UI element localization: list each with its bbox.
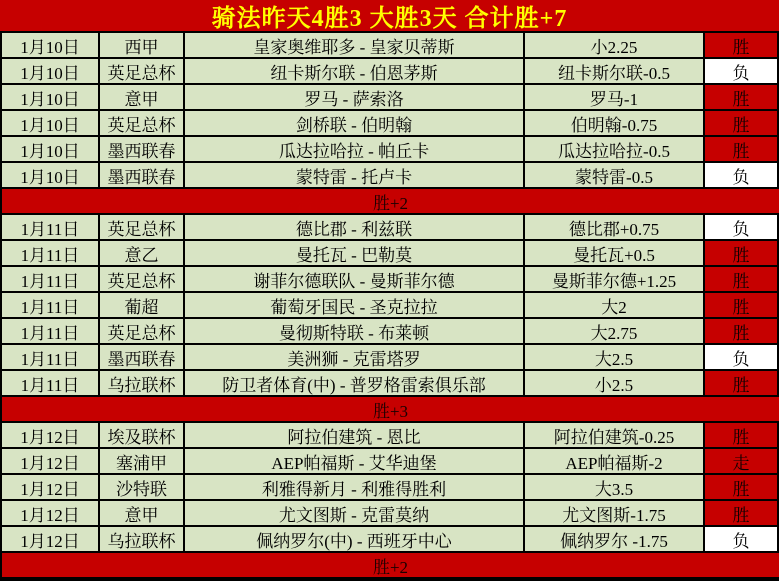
summary-banner: 骑法昨天4胜3 大胜3天 合计胜+7 xyxy=(0,0,779,33)
handicap-cell: 佩纳罗尔 -1.75 xyxy=(525,527,705,553)
match-cell: 纽卡斯尔联 - 伯恩茅斯 xyxy=(185,59,525,85)
league-cell: 乌拉联杯 xyxy=(100,527,185,553)
match-cell: 利雅得新月 - 利雅得胜利 xyxy=(185,475,525,501)
league-cell: 沙特联 xyxy=(100,475,185,501)
match-row xyxy=(2,345,779,371)
handicap-cell: 阿拉伯建筑-0.25 xyxy=(525,423,705,449)
handicap-cell: 蒙特雷-0.5 xyxy=(525,163,705,189)
league-cell: 西甲 xyxy=(100,33,185,59)
league-cell: 英足总杯 xyxy=(100,215,185,241)
handicap-cell: 大2.75 xyxy=(525,319,705,345)
match-cell: 瓜达拉哈拉 - 帕丘卡 xyxy=(185,137,525,163)
handicap-cell: 尤文图斯-1.75 xyxy=(525,501,705,527)
date-cell: 1月12日 xyxy=(2,475,100,501)
result-cell: 胜 xyxy=(705,475,779,501)
match-cell: 美洲狮 - 克雷塔罗 xyxy=(185,345,525,371)
handicap-cell: 瓜达拉哈拉-0.5 xyxy=(525,137,705,163)
handicap-cell: 德比郡+0.75 xyxy=(525,215,705,241)
match-row xyxy=(2,111,779,137)
league-cell: 塞浦甲 xyxy=(100,449,185,475)
daily-summary-row: 胜+3 xyxy=(2,397,779,423)
date-cell: 1月12日 xyxy=(2,449,100,475)
match-row xyxy=(2,241,779,267)
match-row xyxy=(2,215,779,241)
result-cell: 胜 xyxy=(705,33,779,59)
match-cell: 蒙特雷 - 托卢卡 xyxy=(185,163,525,189)
date-cell: 1月11日 xyxy=(2,267,100,293)
match-cell: 曼托瓦 - 巴勒莫 xyxy=(185,241,525,267)
league-cell: 英足总杯 xyxy=(100,111,185,137)
handicap-cell: AEP帕福斯-2 xyxy=(525,449,705,475)
match-row xyxy=(2,59,779,85)
match-cell: 德比郡 - 利兹联 xyxy=(185,215,525,241)
result-cell: 胜 xyxy=(705,371,779,397)
match-row xyxy=(2,33,779,59)
league-cell: 墨西联春 xyxy=(100,163,185,189)
league-cell: 乌拉联杯 xyxy=(100,371,185,397)
date-cell: 1月12日 xyxy=(2,527,100,553)
daily-summary-row: 胜+2 xyxy=(2,189,779,215)
date-cell: 1月11日 xyxy=(2,241,100,267)
handicap-cell: 小2.25 xyxy=(525,33,705,59)
result-cell: 负 xyxy=(705,163,779,189)
match-cell: 剑桥联 - 伯明翰 xyxy=(185,111,525,137)
match-row xyxy=(2,527,779,553)
match-cell: 防卫者体育(中) - 普罗格雷索俱乐部 xyxy=(185,371,525,397)
date-cell: 1月10日 xyxy=(2,85,100,111)
league-cell: 英足总杯 xyxy=(100,267,185,293)
result-cell: 胜 xyxy=(705,501,779,527)
date-cell: 1月10日 xyxy=(2,163,100,189)
match-row xyxy=(2,267,779,293)
handicap-cell: 曼斯菲尔德+1.25 xyxy=(525,267,705,293)
handicap-cell: 伯明翰-0.75 xyxy=(525,111,705,137)
result-cell: 负 xyxy=(705,59,779,85)
daily-summary-row: 胜+2 xyxy=(2,553,779,579)
date-cell: 1月11日 xyxy=(2,293,100,319)
match-cell: 葡萄牙国民 - 圣克拉拉 xyxy=(185,293,525,319)
result-cell: 胜 xyxy=(705,319,779,345)
result-cell: 胜 xyxy=(705,241,779,267)
date-cell: 1月10日 xyxy=(2,33,100,59)
results-table xyxy=(0,33,779,579)
league-cell: 墨西联春 xyxy=(100,137,185,163)
result-cell: 胜 xyxy=(705,137,779,163)
match-row xyxy=(2,475,779,501)
result-cell: 胜 xyxy=(705,85,779,111)
handicap-cell: 曼托瓦+0.5 xyxy=(525,241,705,267)
handicap-cell: 大2.5 xyxy=(525,345,705,371)
match-cell: 皇家奥维耶多 - 皇家贝蒂斯 xyxy=(185,33,525,59)
match-row xyxy=(2,137,779,163)
match-row xyxy=(2,501,779,527)
match-cell: 曼彻斯特联 - 布莱顿 xyxy=(185,319,525,345)
date-cell: 1月11日 xyxy=(2,345,100,371)
match-cell: AEP帕福斯 - 艾华迪堡 xyxy=(185,449,525,475)
league-cell: 意乙 xyxy=(100,241,185,267)
date-cell: 1月11日 xyxy=(2,215,100,241)
handicap-cell: 大2 xyxy=(525,293,705,319)
league-cell: 墨西联春 xyxy=(100,345,185,371)
date-cell: 1月11日 xyxy=(2,371,100,397)
date-cell: 1月10日 xyxy=(2,137,100,163)
result-cell: 负 xyxy=(705,345,779,371)
league-cell: 葡超 xyxy=(100,293,185,319)
match-cell: 谢菲尔德联队 - 曼斯菲尔德 xyxy=(185,267,525,293)
match-row xyxy=(2,319,779,345)
result-cell: 负 xyxy=(705,527,779,553)
date-cell: 1月10日 xyxy=(2,111,100,137)
league-cell: 埃及联杯 xyxy=(100,423,185,449)
league-cell: 意甲 xyxy=(100,501,185,527)
handicap-cell: 大3.5 xyxy=(525,475,705,501)
match-row xyxy=(2,293,779,319)
match-cell: 尤文图斯 - 克雷莫纳 xyxy=(185,501,525,527)
result-cell: 胜 xyxy=(705,267,779,293)
result-cell: 胜 xyxy=(705,111,779,137)
match-row xyxy=(2,163,779,189)
result-cell: 走 xyxy=(705,449,779,475)
league-cell: 意甲 xyxy=(100,85,185,111)
result-cell: 胜 xyxy=(705,423,779,449)
match-cell: 佩纳罗尔(中) - 西班牙中心 xyxy=(185,527,525,553)
match-row xyxy=(2,449,779,475)
handicap-cell: 纽卡斯尔联-0.5 xyxy=(525,59,705,85)
handicap-cell: 小2.5 xyxy=(525,371,705,397)
league-cell: 英足总杯 xyxy=(100,59,185,85)
result-cell: 负 xyxy=(705,215,779,241)
date-cell: 1月12日 xyxy=(2,501,100,527)
date-cell: 1月10日 xyxy=(2,59,100,85)
match-row xyxy=(2,85,779,111)
date-cell: 1月11日 xyxy=(2,319,100,345)
match-row xyxy=(2,371,779,397)
league-cell: 英足总杯 xyxy=(100,319,185,345)
match-cell: 罗马 - 萨索洛 xyxy=(185,85,525,111)
handicap-cell: 罗马-1 xyxy=(525,85,705,111)
date-cell: 1月12日 xyxy=(2,423,100,449)
match-cell: 阿拉伯建筑 - 恩比 xyxy=(185,423,525,449)
result-cell: 胜 xyxy=(705,293,779,319)
match-row xyxy=(2,423,779,449)
